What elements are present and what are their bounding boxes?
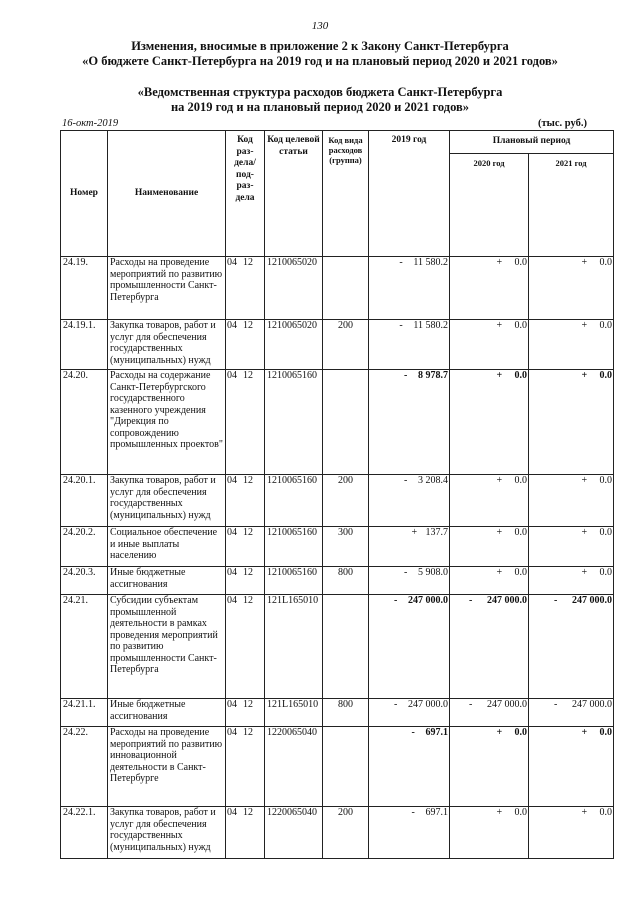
row-subsection-code: 12 — [243, 527, 253, 538]
row-2021-sign: + — [581, 567, 588, 578]
row-2019-value: 5 908.0 — [418, 567, 448, 578]
row-section-code: 04 — [227, 727, 237, 738]
row-2019 — [369, 567, 450, 595]
row-section-code: 04 — [227, 475, 237, 486]
row-2020-sign: + — [496, 527, 503, 538]
row-2021 — [529, 807, 614, 859]
row-2019-value: 247 000.0 — [408, 699, 448, 710]
row-section-code: 04 — [227, 527, 237, 538]
row-2021-value: 0.0 — [599, 257, 612, 268]
row-2020-value: 0.0 — [514, 807, 527, 818]
row-number: 24.20.1. — [61, 475, 108, 527]
row-2021-value: 0.0 — [599, 475, 612, 486]
header-2019: 2019 год — [369, 131, 450, 257]
row-number: 24.19. — [61, 257, 108, 320]
row-2019-sign: - — [404, 475, 408, 486]
row-target: 121L165010 — [265, 699, 323, 727]
row-expense-type — [323, 595, 369, 699]
row-target: 1220065040 — [265, 807, 323, 859]
row-2019 — [369, 475, 450, 527]
row-2021 — [529, 567, 614, 595]
document-title-line-2: «О бюджете Санкт-Петербурга на 2019 год и на плановый период 2020 и 2021 годов» — [82, 54, 558, 68]
row-number: 24.20.2. — [61, 527, 108, 567]
row-section — [226, 595, 265, 699]
row-2021-value: 247 000.0 — [572, 699, 612, 710]
row-name: Социальное обеспечение и иные выплаты населению — [108, 527, 226, 567]
row-2021-value: 0.0 — [599, 370, 612, 381]
header-section: Код раз-дела/ под-раз-дела — [226, 131, 265, 257]
row-name: Субсидии субъектам промышленной деятельности в рамках проведения мероприятий по развитию промышленности Санкт-Петербурга — [108, 595, 226, 699]
table-row — [61, 320, 614, 370]
row-target: 1210065020 — [265, 320, 323, 370]
row-2021 — [529, 475, 614, 527]
row-subsection-code: 12 — [243, 567, 253, 578]
row-2019 — [369, 807, 450, 859]
row-2019 — [369, 527, 450, 567]
row-section — [226, 320, 265, 370]
row-number: 24.20.3. — [61, 567, 108, 595]
row-2020-value: 0.0 — [514, 370, 527, 381]
row-section — [226, 257, 265, 320]
row-expense-type: 800 — [323, 567, 369, 595]
document-title-line-1: Изменения, вносимые в приложение 2 к Закону Санкт-Петербурга — [131, 39, 509, 53]
header-expense-type: Код вида расходов (группа) — [323, 131, 369, 257]
row-expense-type: 300 — [323, 527, 369, 567]
row-expense-type — [323, 727, 369, 807]
row-2019 — [369, 370, 450, 475]
row-expense-type — [323, 370, 369, 475]
row-2020-sign: + — [496, 567, 503, 578]
row-expense-type: 200 — [323, 807, 369, 859]
row-section — [226, 727, 265, 807]
table-row — [61, 727, 614, 807]
row-2020 — [450, 475, 529, 527]
row-subsection-code: 12 — [243, 370, 253, 381]
row-2021-sign: + — [581, 475, 588, 486]
row-target: 1210065160 — [265, 475, 323, 527]
row-2019-sign: - — [399, 320, 403, 331]
row-section — [226, 475, 265, 527]
row-2020 — [450, 727, 529, 807]
row-2020-sign: + — [496, 320, 503, 331]
document-date: 16-окт-2019 — [62, 118, 119, 129]
header-target: Код целевой статьи — [265, 131, 323, 257]
header-plan-period: Плановый период — [450, 131, 614, 154]
row-2020 — [450, 370, 529, 475]
row-2019-sign: - — [411, 807, 415, 818]
row-target: 1210065020 — [265, 257, 323, 320]
row-subsection-code: 12 — [243, 807, 253, 818]
row-2021-value: 247 000.0 — [572, 595, 612, 606]
row-2020 — [450, 527, 529, 567]
table-row — [61, 257, 614, 320]
row-section-code: 04 — [227, 370, 237, 381]
row-2021 — [529, 370, 614, 475]
row-2019 — [369, 727, 450, 807]
row-2019-value: 8 978.7 — [418, 370, 448, 381]
row-2020-value: 0.0 — [514, 727, 527, 738]
table-row — [61, 567, 614, 595]
row-2019 — [369, 257, 450, 320]
row-2019 — [369, 699, 450, 727]
row-number: 24.19.1. — [61, 320, 108, 370]
row-2020-value: 0.0 — [514, 475, 527, 486]
row-number: 24.20. — [61, 370, 108, 475]
row-name: Закупка товаров, работ и услуг для обеспечения государственных (муниципальных) нужд — [108, 807, 226, 859]
row-2021 — [529, 527, 614, 567]
table-row — [61, 807, 614, 859]
row-name: Закупка товаров, работ и услуг для обеспечения государственных (муниципальных) нужд — [108, 320, 226, 370]
header-number: Номер — [61, 131, 108, 257]
table-row — [61, 370, 614, 475]
row-2021-value: 0.0 — [599, 320, 612, 331]
row-expense-type: 200 — [323, 320, 369, 370]
row-2019 — [369, 595, 450, 699]
page-number: 130 — [311, 20, 329, 32]
row-2020-sign: + — [496, 727, 503, 738]
row-2020-sign: + — [496, 257, 503, 268]
row-name: Расходы на содержание Санкт-Петербургского государственного казенного учреждения "Дирекция по сопровождению промышленных проектов" — [108, 370, 226, 475]
row-section-code: 04 — [227, 807, 237, 818]
row-number: 24.21.1. — [61, 699, 108, 727]
row-2020-value: 247 000.0 — [487, 699, 527, 710]
row-subsection-code: 12 — [243, 475, 253, 486]
document-title — [0, 39, 640, 69]
row-2019-value: 697.1 — [425, 807, 448, 818]
row-2021-value: 0.0 — [599, 567, 612, 578]
row-2021-sign: + — [581, 370, 588, 381]
row-section — [226, 527, 265, 567]
table-body — [61, 257, 614, 859]
row-2020-sign: - — [469, 699, 473, 710]
row-2019-sign: - — [394, 699, 398, 710]
row-section — [226, 370, 265, 475]
row-2020-sign: + — [496, 370, 503, 381]
row-name: Иные бюджетные ассигнования — [108, 567, 226, 595]
row-expense-type — [323, 257, 369, 320]
row-subsection-code: 12 — [243, 320, 253, 331]
budget-table — [60, 130, 614, 859]
row-2019-value: 11 580.2 — [413, 257, 448, 268]
row-2020-sign: + — [496, 475, 503, 486]
row-2020-value: 0.0 — [514, 320, 527, 331]
row-2019-sign: - — [399, 257, 403, 268]
row-target: 1220065040 — [265, 727, 323, 807]
row-2019-value: 11 580.2 — [413, 320, 448, 331]
header-2020: 2020 год — [450, 154, 529, 257]
row-2021-sign: + — [581, 727, 588, 738]
row-2019-sign: + — [411, 527, 418, 538]
row-section-code: 04 — [227, 699, 237, 710]
row-name: Расходы на проведение мероприятий по развитию промышленности Санкт-Петербурга — [108, 257, 226, 320]
row-target: 1210065160 — [265, 370, 323, 475]
row-2019-value: 697.1 — [425, 727, 448, 738]
row-name: Закупка товаров, работ и услуг для обеспечения государственных (муниципальных) нужд — [108, 475, 226, 527]
row-target: 1210065160 — [265, 527, 323, 567]
row-2021-value: 0.0 — [599, 527, 612, 538]
row-2020 — [450, 807, 529, 859]
row-2019-value: 247 000.0 — [408, 595, 448, 606]
row-2020-value: 0.0 — [514, 257, 527, 268]
row-2019-value: 137.7 — [425, 527, 448, 538]
row-2020-sign: + — [496, 807, 503, 818]
row-2020 — [450, 699, 529, 727]
table-row — [61, 699, 614, 727]
row-2021-sign: + — [581, 320, 588, 331]
row-expense-type: 200 — [323, 475, 369, 527]
row-section-code: 04 — [227, 567, 237, 578]
row-2020-value: 0.0 — [514, 567, 527, 578]
table-header — [61, 131, 614, 257]
row-2021 — [529, 320, 614, 370]
row-subsection-code: 12 — [243, 727, 253, 738]
row-2021-sign: - — [554, 699, 558, 710]
row-2021 — [529, 727, 614, 807]
row-number: 24.22.1. — [61, 807, 108, 859]
row-expense-type: 800 — [323, 699, 369, 727]
row-name: Иные бюджетные ассигнования — [108, 699, 226, 727]
row-target: 121L165010 — [265, 595, 323, 699]
table-title — [0, 85, 640, 115]
row-2021-value: 0.0 — [599, 807, 612, 818]
row-target: 1210065160 — [265, 567, 323, 595]
row-2020 — [450, 257, 529, 320]
row-2021-sign: + — [581, 257, 588, 268]
header-2021: 2021 год — [529, 154, 614, 257]
row-name: Расходы на проведение мероприятий по развитию инновационной деятельности в Санкт-Петербурге — [108, 727, 226, 807]
row-section-code: 04 — [227, 595, 237, 606]
row-2020 — [450, 595, 529, 699]
row-2021 — [529, 257, 614, 320]
table-row — [61, 595, 614, 699]
table-title-line-2: на 2019 год и на плановый период 2020 и 2021 годов» — [170, 100, 470, 114]
row-2019-sign: - — [411, 727, 415, 738]
row-section-code: 04 — [227, 320, 237, 331]
header-name: Наименование — [108, 131, 226, 257]
row-section-code: 04 — [227, 257, 237, 268]
table-title-line-1: «Ведомственная структура расходов бюджета Санкт-Петербурга — [137, 85, 503, 99]
row-2021 — [529, 595, 614, 699]
table-row — [61, 527, 614, 567]
row-2021-sign: - — [554, 595, 558, 606]
row-number: 24.21. — [61, 595, 108, 699]
row-2021 — [529, 699, 614, 727]
row-2019-sign: - — [404, 370, 408, 381]
row-section — [226, 807, 265, 859]
row-section — [226, 699, 265, 727]
row-number: 24.22. — [61, 727, 108, 807]
row-2020 — [450, 320, 529, 370]
row-2021-sign: + — [581, 527, 588, 538]
row-2019-sign: - — [394, 595, 398, 606]
row-2019-value: 3 208.4 — [418, 475, 448, 486]
row-2020-value: 0.0 — [514, 527, 527, 538]
row-2021-sign: + — [581, 807, 588, 818]
row-2020-value: 247 000.0 — [487, 595, 527, 606]
row-2020 — [450, 567, 529, 595]
row-2020-sign: - — [469, 595, 473, 606]
units-label: (тыс. руб.) — [538, 118, 587, 129]
row-2019-sign: - — [404, 567, 408, 578]
row-subsection-code: 12 — [243, 257, 253, 268]
row-subsection-code: 12 — [243, 595, 253, 606]
row-2019 — [369, 320, 450, 370]
row-subsection-code: 12 — [243, 699, 253, 710]
row-section — [226, 567, 265, 595]
row-2021-value: 0.0 — [599, 727, 612, 738]
table-row — [61, 475, 614, 527]
